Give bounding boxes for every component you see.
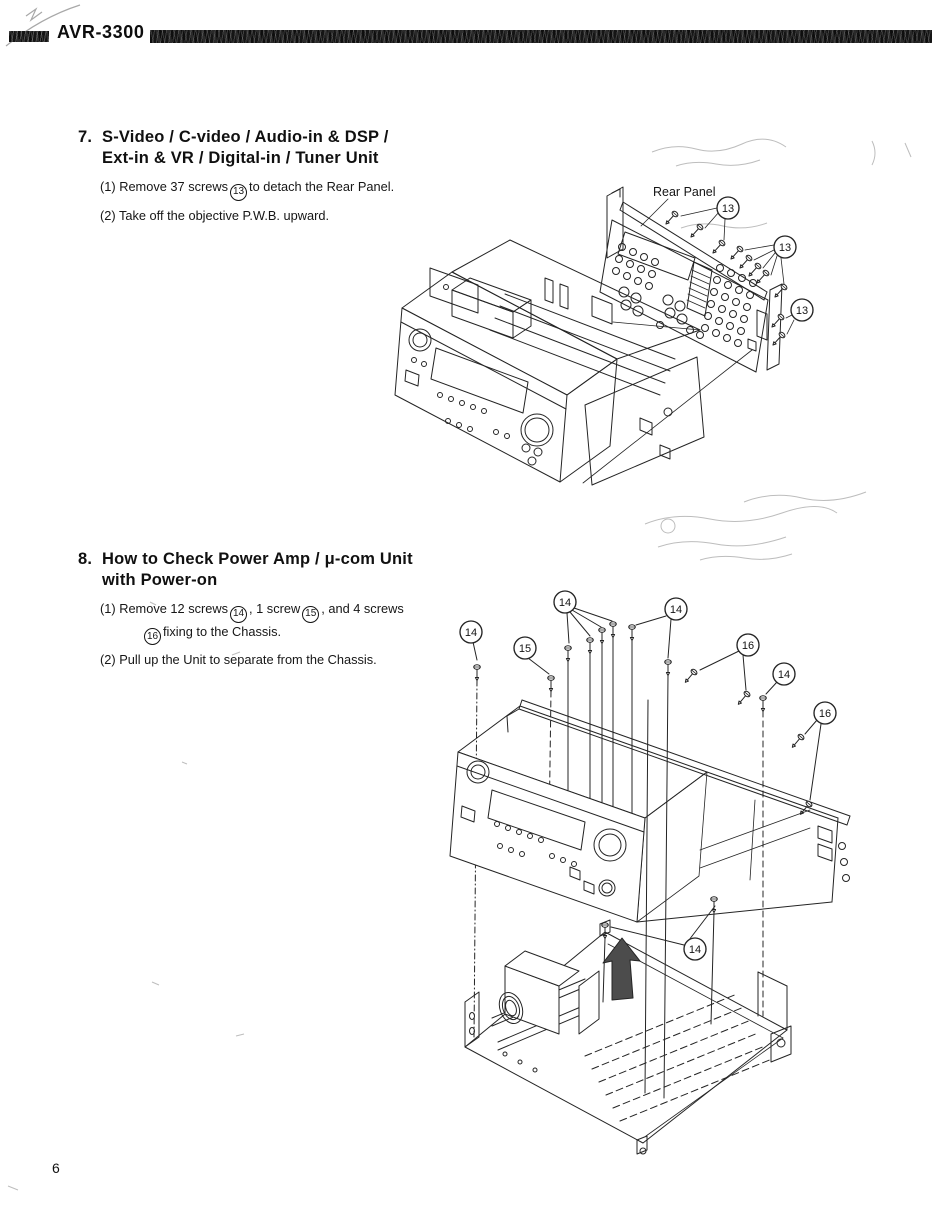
callout-14-center	[554, 591, 576, 613]
section-8-number: 8.	[78, 550, 93, 568]
screw-callout-16-badge: 16	[144, 628, 161, 645]
callout-15	[514, 637, 536, 659]
rca-jack-grid	[702, 265, 757, 347]
page-number: 6	[52, 1160, 60, 1176]
callout-14-far-right	[773, 663, 795, 685]
svg-text:13: 13	[721, 203, 735, 215]
callout-13-b	[774, 236, 796, 258]
svg-text:13: 13	[778, 242, 792, 254]
receiver-unit	[395, 240, 752, 485]
callout-13-c	[791, 299, 813, 321]
step-text: Take off the objective P.W.B. upward.	[118, 207, 330, 223]
callout-13-a	[717, 197, 739, 219]
callout-16-top	[737, 634, 759, 656]
step-label: (1)	[100, 601, 116, 616]
exploded-view-power-amp	[440, 585, 935, 1165]
front-panel	[450, 752, 645, 922]
step-label: (2)	[100, 652, 116, 667]
section-7-title-line1: S-Video / C-video / Audio-in & DSP /	[102, 128, 389, 146]
svg-text:14: 14	[464, 627, 478, 639]
step-text: to detach the Rear Panel.	[249, 179, 395, 194]
front-panel	[395, 308, 567, 482]
step-text: , and 4 screws	[321, 601, 404, 616]
svg-text:14: 14	[688, 944, 702, 956]
section-8-title-line2: with Power-on	[102, 571, 218, 589]
model-label: AVR-3300	[57, 22, 145, 42]
header-left-bar	[9, 31, 49, 42]
step-text: fixing to the Chassis.	[163, 623, 282, 639]
screw-callout-14-badge: 14	[230, 606, 247, 623]
step-text: Remove 37 screws	[119, 179, 229, 194]
callout-14-left	[460, 621, 482, 643]
section-7-title-line2: Ext-in & VR / Digital-in / Tuner Unit	[102, 149, 379, 167]
exploded-view-rear-panel	[380, 130, 935, 530]
callout-14-right	[665, 598, 687, 620]
svg-text:15: 15	[518, 643, 532, 655]
step-text: , 1 screw	[249, 601, 301, 616]
svg-text:16: 16	[741, 640, 755, 652]
section-8-title-line1: How to Check Power Amp / μ-com Unit	[102, 550, 413, 568]
power-amp-unit	[450, 700, 850, 922]
step-text: Pull up the Unit to separate from the Chassis.	[119, 652, 377, 667]
power-transformer	[492, 951, 599, 1050]
svg-text:13: 13	[795, 305, 809, 317]
svg-text:14: 14	[669, 604, 683, 616]
step-text: Remove 12 screws	[119, 601, 229, 616]
svg-text:Rear Panel: Rear Panel	[653, 185, 716, 199]
callout-14-bottom	[684, 938, 706, 960]
screw-callout-13-badge: 13	[230, 184, 247, 201]
chassis-base	[465, 920, 791, 1154]
section-7-number: 7.	[78, 128, 93, 146]
vent-slots	[585, 994, 772, 1121]
svg-text:14: 14	[558, 597, 572, 609]
svg-text:16: 16	[818, 708, 832, 720]
screw-callout-15-badge: 15	[302, 606, 319, 623]
step-label: (2)	[100, 207, 116, 223]
svg-text:14: 14	[777, 669, 791, 681]
header-rule-bar	[150, 30, 932, 43]
callout-16-bottom	[814, 702, 836, 724]
step-label: (1)	[100, 179, 116, 194]
rear-panel	[600, 187, 782, 372]
